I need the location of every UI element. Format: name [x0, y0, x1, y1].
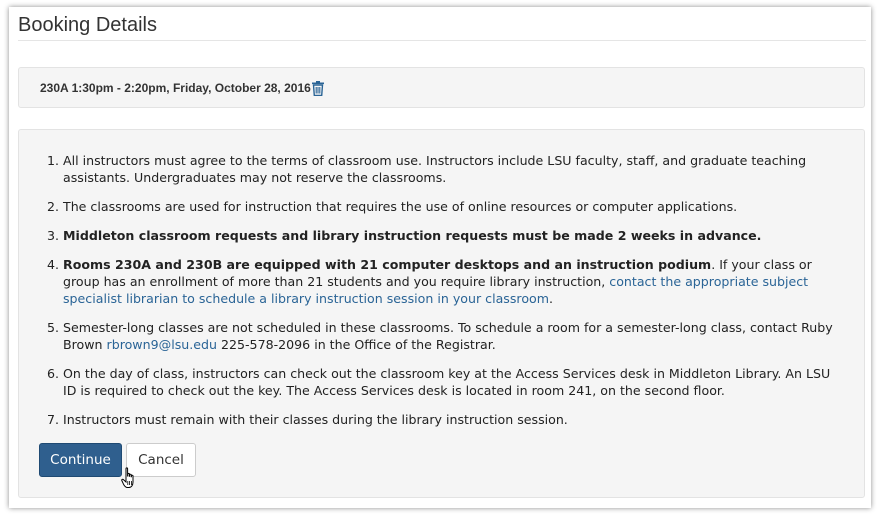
- trash-icon[interactable]: [311, 81, 325, 96]
- term-text: On the day of class, instructors can check out the classroom key at the Access Services desk in Middleton Library. An LSU ID is required to check out the key. The Access Services desk is located in room 241, on the second floor.: [63, 366, 831, 398]
- term-text: The classrooms are used for instruction that requires the use of online resources or computer applications.: [63, 199, 738, 214]
- term-item-3: [63, 227, 843, 244]
- term-bold-text: Rooms 230A and 230B are equipped with 21 computer desktops and an instruction podium: [63, 257, 712, 272]
- booking-summary-box: [18, 67, 865, 108]
- cancel-button[interactable]: Cancel: [126, 443, 196, 477]
- terms-list: [19, 152, 843, 440]
- term-item-7: [63, 411, 843, 428]
- booking-details-panel: [9, 7, 871, 508]
- term-text: All instructors must agree to the terms of classroom use. Instructors include LSU faculty, staff, and graduate teaching assistants. Undergraduates may not reserve the classrooms.: [63, 153, 807, 185]
- term-text: . If your class or group has an enrollment of more than 21 students and you require library instruction,: [63, 257, 812, 289]
- term-text: Instructors must remain with their classes during the library instruction session.: [63, 412, 568, 427]
- term-text-end: .: [549, 291, 554, 306]
- term-text: Middleton classroom requests and library instruction requests must be made 2 weeks in advance.: [63, 228, 762, 243]
- term-text: Semester-long classes are not scheduled in these classrooms. To schedule a room for a semester-long class, contact Ruby Brown: [63, 320, 833, 352]
- contact-librarian-link[interactable]: contact the appropriate subject specialist librarian to schedule a library instruction session in your classroom: [63, 274, 809, 306]
- term-item-5: [63, 319, 843, 353]
- term-text-end: 225-578-2096 in the Office of the Registrar.: [216, 337, 496, 352]
- term-item-1: [63, 152, 843, 186]
- title-divider: [18, 40, 866, 41]
- booking-summary: 230A 1:30pm - 2:20pm, Friday, October 28, 2016: [40, 81, 311, 95]
- email-link[interactable]: rbrown9@lsu.edu: [106, 337, 217, 352]
- page-title: Booking Details: [18, 14, 157, 36]
- continue-button[interactable]: Continue: [39, 443, 122, 477]
- term-item-4: [63, 256, 843, 307]
- term-item-6: [63, 365, 843, 399]
- terms-of-use-box: [18, 129, 865, 498]
- term-item-2: [63, 198, 843, 215]
